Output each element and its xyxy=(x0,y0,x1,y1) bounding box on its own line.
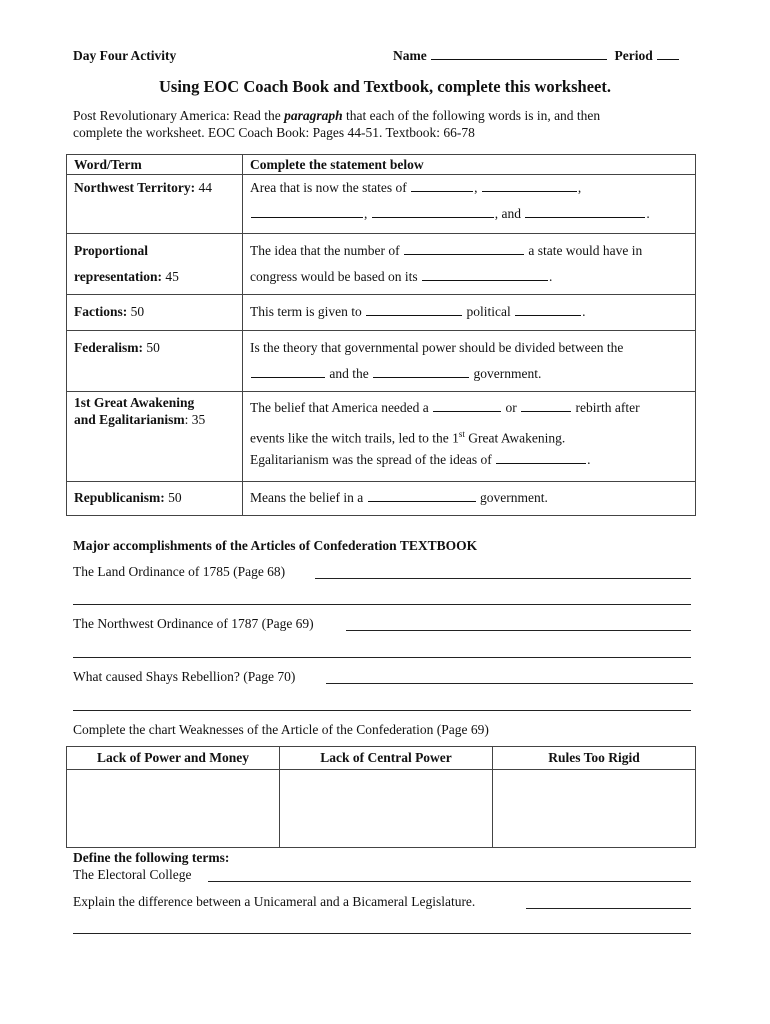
answer-line[interactable] xyxy=(526,908,691,909)
statement-line: and the government. xyxy=(243,361,695,387)
answer-blank[interactable] xyxy=(251,376,325,378)
answer-line[interactable] xyxy=(346,630,691,631)
answer-line[interactable] xyxy=(73,604,691,605)
statement-line: This term is given to political . xyxy=(250,304,586,319)
col-header-statement: Complete the statement below xyxy=(250,157,424,172)
answer-blank[interactable] xyxy=(521,410,571,412)
weaknesses-intro: Complete the chart Weaknesses of the Article of the Confederation (Page 69) xyxy=(73,722,489,737)
name-blank[interactable] xyxy=(431,58,607,60)
answer-blank[interactable] xyxy=(525,216,645,218)
question-electoral-college: The Electoral College xyxy=(73,867,192,882)
weakness-cell[interactable] xyxy=(493,770,696,848)
term-federalism: Federalism: 50 xyxy=(74,340,160,355)
intro-text-2: that each of the following words is in, and then xyxy=(342,108,601,123)
answer-blank[interactable] xyxy=(433,410,501,412)
statement-line: Egalitarianism was the spread of the ideas of . xyxy=(250,452,591,467)
answer-line[interactable] xyxy=(73,710,691,711)
table-row xyxy=(67,331,696,392)
table-row xyxy=(67,392,696,482)
answer-line[interactable] xyxy=(315,578,691,579)
define-heading: Define the following terms: xyxy=(73,850,230,865)
table-row xyxy=(67,295,696,331)
question-unicameral-bicameral: Explain the difference between a Unicameral and a Bicameral Legislature. xyxy=(73,894,476,909)
weakness-header-rules-rigid: Rules Too Rigid xyxy=(493,747,696,770)
accomplishments-heading: Major accomplishments of the Articles of Confederation TEXTBOOK xyxy=(73,538,478,553)
activity-label: Day Four Activity xyxy=(73,48,177,63)
statement-line: The idea that the number of a state would have in xyxy=(250,243,643,258)
statement-line: The belief that America needed a or rebirth after xyxy=(250,400,640,415)
col-header-term: Word/Term xyxy=(74,157,142,172)
term-northwest-territory: Northwest Territory: 44 xyxy=(74,180,212,195)
answer-blank[interactable] xyxy=(496,462,586,464)
period-blank[interactable] xyxy=(657,58,679,60)
answer-blank[interactable] xyxy=(366,314,462,316)
answer-blank[interactable] xyxy=(404,253,524,255)
table-row xyxy=(67,482,696,516)
weakness-header-power-money: Lack of Power and Money xyxy=(67,747,280,770)
name-label: Name xyxy=(393,48,427,63)
term-egalitarianism: and Egalitarianism: 35 xyxy=(74,412,206,427)
statement-line: Is the theory that governmental power should be divided between the xyxy=(250,340,624,355)
answer-blank[interactable] xyxy=(515,314,581,316)
intro-line-1 xyxy=(73,108,600,124)
table-row xyxy=(67,175,696,234)
term-republicanism: Republicanism: 50 xyxy=(74,490,182,505)
term-representation: representation: 45 xyxy=(74,269,179,284)
weakness-cell[interactable] xyxy=(67,770,280,848)
answer-blank[interactable] xyxy=(251,216,363,218)
statement-line: events like the witch trails, led to the 1st Great Awakening. xyxy=(250,429,566,446)
answer-line[interactable] xyxy=(326,683,693,684)
weakness-cell[interactable] xyxy=(280,770,493,848)
statement-line: Means the belief in a government. xyxy=(250,490,548,505)
page-title: Using EOC Coach Book and Textbook, complete this worksheet. xyxy=(159,77,611,96)
answer-blank[interactable] xyxy=(372,216,494,218)
intro-line-2: complete the worksheet. EOC Coach Book: Pages 44-51. Textbook: 66-78 xyxy=(73,125,475,140)
answer-blank[interactable] xyxy=(482,190,577,192)
term-proportional: Proportional xyxy=(74,243,148,258)
question-northwest-ordinance: The Northwest Ordinance of 1787 (Page 69) xyxy=(73,616,314,631)
question-shays-rebellion: What caused Shays Rebellion? (Page 70) xyxy=(73,669,296,684)
intro-text: Post Revolutionary America: Read the xyxy=(73,108,285,123)
weaknesses-table xyxy=(66,746,696,848)
table-row xyxy=(67,234,696,295)
answer-blank[interactable] xyxy=(368,500,476,502)
answer-line[interactable] xyxy=(73,933,691,934)
statement-line: congress would be based on its . xyxy=(250,269,553,284)
table-header-row xyxy=(67,155,696,175)
name-field[interactable] xyxy=(393,48,680,64)
answer-blank[interactable] xyxy=(411,190,473,192)
intro-emphasis: paragraph xyxy=(284,108,343,123)
period-label: Period xyxy=(614,48,653,63)
term-great-awakening: 1st Great Awakening xyxy=(74,395,195,410)
terms-table xyxy=(66,154,696,516)
weakness-header-central-power: Lack of Central Power xyxy=(280,747,493,770)
question-land-ordinance: The Land Ordinance of 1785 (Page 68) xyxy=(73,564,286,579)
answer-blank[interactable] xyxy=(373,376,469,378)
answer-line[interactable] xyxy=(73,657,691,658)
answer-line[interactable] xyxy=(208,881,691,882)
statement-line: , , and . xyxy=(243,201,695,227)
statement-line: Area that is now the states of , , xyxy=(250,180,582,195)
term-factions: Factions: 50 xyxy=(74,304,145,319)
answer-blank[interactable] xyxy=(422,279,548,281)
